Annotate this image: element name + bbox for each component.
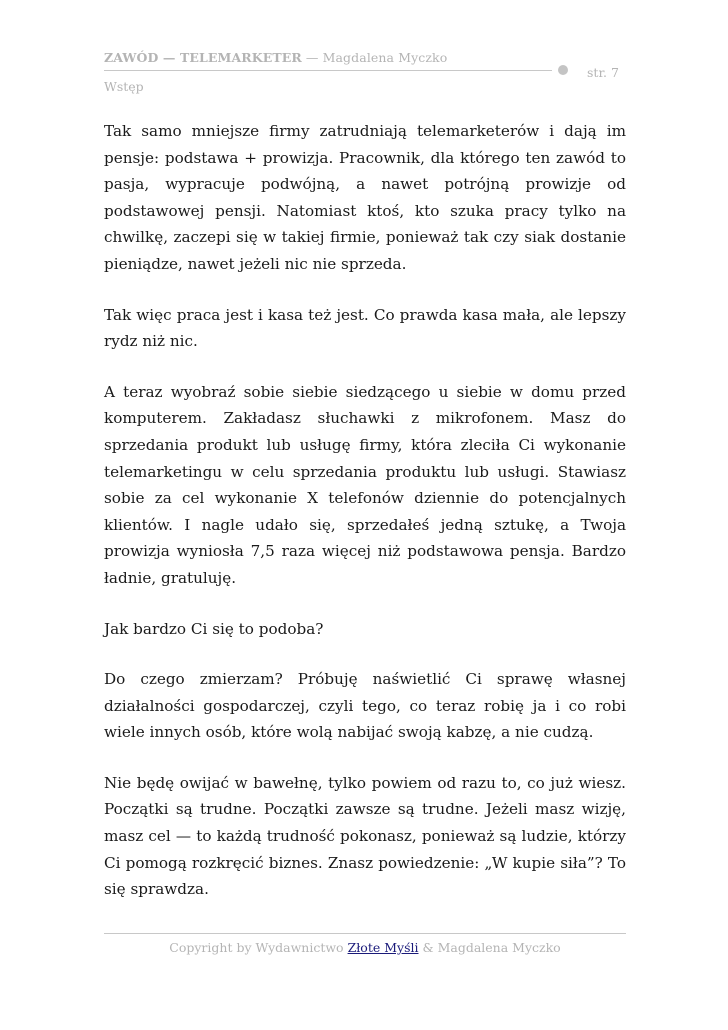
header-rule (104, 70, 552, 71)
paragraph-3: A teraz wyobraź sobie siebie siedzącego u siebie w domu przed komputerem. Zakładasz słuchawki z mikrofonem. Masz do sprzedania produkt lub usługę firmy, która zleciła Ci wykonanie telemarketingu w celu sprzedania produktu lub usługi. Stawiasz sobie za cel wykonanie X telefonów dziennie do potencjalnych klientów. I nagle udało się, sprzedałeś jedną sztukę, a Twoja prowizja wyniosła 7,5 raza więcej niż podstawowa pensja. Bardzo ładnie, gratuluję. (104, 382, 626, 587)
paragraph-5: Do czego zmierzam? Próbuję naświetlić Ci sprawę własnej działalności gospodarczej, czyli tego, co teraz robię ja i co robi wiele innych osób, które wolą nabijać swoją kabzę, a nie cudzą. (104, 670, 626, 742)
copyright-suffix: & Magdalena Myczko (418, 940, 561, 955)
title-separator: — (301, 50, 323, 65)
footer-rule (104, 933, 626, 934)
page-content (104, 118, 626, 927)
page-header (104, 50, 626, 100)
paragraph-6: Nie będę owijać w bawełnę, tylko powiem od razu to, co już wiesz. Początki są trudne. Początki zawsze są trudne. Jeżeli masz wizję, masz cel — to każdą trudność pokonasz, ponieważ są ludzie, którzy Ci pomogą rozkręcić biznes. Znasz powiedzenie: „W kupie siła”? To się sprawdza. (104, 773, 626, 899)
publisher-link[interactable]: Złote Myśli (347, 940, 419, 955)
paragraph-2: Tak więc praca jest i kasa też jest. Co prawda kasa mała, ale lepszy rydz niż nic. (104, 305, 626, 351)
paragraph-1: Tak samo mniejsze firmy zatrudniają telemarketerów i dają im pensje: podstawa + prowizja. Pracownik, dla którego ten zawód to pasja, wypracuje podwójną, a nawet potrójną prowizje od podstawowej pensji. Natomiast ktoś, kto szuka pracy tylko na chwilkę, zaczepi się w takiej firmie, ponieważ tak czy siak dostanie pieniądze, nawet jeżeli nic nie sprzeda. (104, 122, 626, 273)
running-title (104, 50, 447, 65)
book-title: ZAWÓD — TELEMARKETER (104, 50, 302, 65)
copyright-prefix: Copyright by Wydawnictwo (169, 940, 348, 955)
page-footer (104, 940, 626, 955)
page-number: str. 7 (587, 65, 619, 80)
header-bullet-icon (558, 65, 568, 75)
author-name: Magdalena Myczko (322, 50, 448, 65)
paragraph-4: Jak bardzo Ci się to podoba? (104, 619, 324, 638)
section-title: Wstęp (104, 79, 144, 94)
